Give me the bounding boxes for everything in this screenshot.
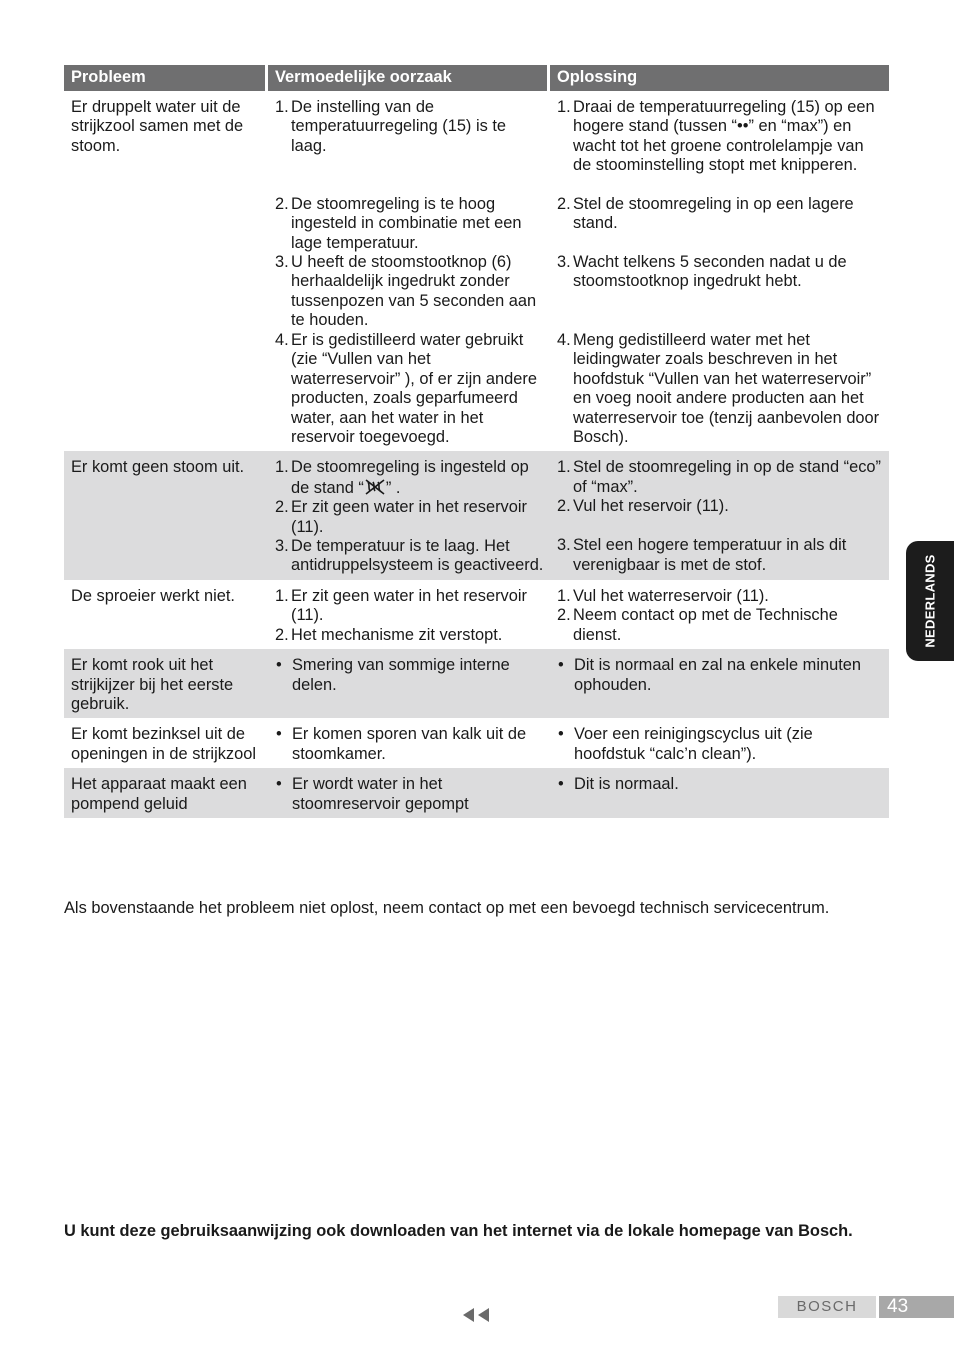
cause-text: Smering van sommige interne delen. [292, 656, 510, 694]
cause-text: De stoomregeling is ingesteld op de stand “ ” . [291, 458, 529, 497]
cause-text: Er zit geen water in het reservoir (11). [291, 586, 527, 625]
header-problem: Probleem [64, 65, 268, 91]
list-number: 4. [557, 331, 571, 349]
solution-cell [550, 91, 889, 451]
cause-cell [268, 580, 550, 649]
header-solution: Oplossing [550, 65, 889, 91]
list-number: 1. [275, 98, 289, 116]
cause-cell [268, 451, 550, 579]
cause-text: De stoomregeling is te hoog ingesteld in combinatie met een lage temperatuur. [291, 195, 522, 252]
solution-text: Voer een reinigingscyclus uit (zie hoofdstuk “calc’n clean”). [574, 725, 813, 763]
table-row [64, 91, 889, 451]
cause-text: Er komen sporen van kalk uit de stoomkamer. [292, 725, 527, 763]
list-number: 3. [275, 537, 289, 556]
solution-cell [550, 718, 889, 768]
solution-text: Neem contact op met de Technische dienst. [573, 606, 838, 644]
bullet: • [276, 725, 282, 744]
bullet: • [558, 725, 564, 744]
list-number: 2. [275, 195, 289, 213]
bullet: • [276, 656, 282, 675]
cause-cell [268, 649, 550, 718]
table-row [64, 649, 889, 718]
double-left-arrow-icon[interactable] [462, 1307, 492, 1323]
cause-cell [268, 718, 550, 768]
list-number: 1. [275, 586, 289, 605]
cause-text: De instelling van de temperatuurregeling (15) is te laag. [291, 98, 507, 155]
list-number: 1. [557, 458, 571, 477]
table-header-row [64, 65, 889, 91]
solution-text: Draai de temperatuurregeling (15) op een hogere stand (tussen “••” en “max”) en wacht tot het groene controlelampje van de stoominstelling stopt met knipperen. [573, 98, 875, 175]
solution-text: Vul het reservoir (11). [573, 497, 729, 516]
solution-text: Stel de stoomregeling in op een lagere stand. [573, 195, 854, 233]
solution-cell [550, 580, 889, 649]
list-number: 2. [275, 625, 289, 644]
list-number: 3. [557, 253, 571, 271]
footer-brand: BOSCH [778, 1296, 876, 1318]
bullet: • [558, 775, 564, 794]
problem-cell: De sproeier werkt niet. [71, 586, 235, 605]
cause-text: U heeft de stoomstootknop (6) herhaaldelijk ingedrukt zonder tussenpozen van 5 seconden aan te houden. [291, 253, 537, 330]
solution-text: Meng gedistilleerd water met het leidingwater zoals beschreven in het hoofdstuk “Vullen van het waterreservoir” en voeg nooit andere producten aan het waterreservoir toe (tenzij aanbevolen door Bosch). [573, 331, 880, 447]
solution-cell [550, 768, 889, 818]
cause-text: Er wordt water in het stoomreservoir gepompt [292, 775, 469, 813]
language-tab [906, 541, 954, 661]
table-row [64, 768, 889, 818]
language-label: NEDERLANDS [922, 554, 938, 648]
cause-text: De temperatuur is te laag. Het antidruppelsysteem is geactiveerd. [291, 537, 544, 575]
list-number: 2. [557, 195, 571, 213]
list-number: 2. [275, 498, 289, 517]
solution-text: Stel de stoomregeling in op de stand “eco” of “max”. [573, 458, 881, 496]
service-note: Als bovenstaande het probleem niet oplost, neem contact op met een bevoegd technisch servicecentrum. [64, 899, 830, 917]
solution-text: Dit is normaal en zal na enkele minuten ophouden. [574, 656, 861, 694]
solution-cell [550, 451, 889, 579]
solution-text: Dit is normaal. [574, 775, 679, 794]
list-number: 3. [557, 536, 571, 555]
list-number: 1. [557, 586, 571, 605]
crossed-steam-icon [364, 478, 386, 496]
cause-text: Er is gedistilleerd water gebruikt (zie “Vullen van het waterreservoir” ), of er zijn andere producten, zoals geparfumeerd water, aan het water in het reservoir toegevoegd. [291, 331, 537, 447]
list-number: 3. [275, 253, 289, 271]
list-number: 2. [557, 497, 571, 516]
cause-cell [268, 91, 550, 451]
cause-text: Er zit geen water in het reservoir (11). [291, 498, 527, 536]
download-note: U kunt deze gebruiksaanwijzing ook downloaden van het internet via de lokale homepage van Bosch. [64, 1222, 853, 1240]
cause-text: Het mechanisme zit verstopt. [291, 625, 503, 644]
page-number: 43 [879, 1296, 954, 1318]
problem-cell: Er druppelt water uit de strijkzool samen met de stoom. [71, 98, 244, 155]
problem-cell: Het apparaat maakt een pompend geluid [64, 768, 268, 818]
troubleshooting-table [64, 65, 889, 818]
bullet: • [558, 656, 564, 675]
header-cause: Vermoedelijke oorzaak [268, 65, 550, 91]
list-number: 1. [275, 458, 289, 477]
solution-text: Stel een hogere temperatuur in als dit verenigbaar is met de stof. [573, 536, 847, 574]
problem-cell: Er komt geen stoom uit. [64, 451, 268, 579]
table-row [64, 718, 889, 768]
list-number: 2. [557, 606, 571, 625]
problem-cell: Er komt rook uit het strijkijzer bij het eerste gebruik. [64, 649, 268, 718]
table-row [64, 580, 889, 649]
problem-cell: Er komt bezinksel uit de openingen in de strijkzool [71, 725, 256, 763]
list-number: 4. [275, 331, 289, 349]
solution-text: Wacht telkens 5 seconden nadat u de stoomstootknop ingedrukt hebt. [573, 253, 847, 291]
solution-cell [550, 649, 889, 718]
list-number: 1. [557, 98, 571, 116]
cause-cell [268, 768, 550, 818]
solution-text: Vul het waterreservoir (11). [573, 586, 769, 605]
table-row [64, 451, 889, 579]
bullet: • [276, 775, 282, 794]
